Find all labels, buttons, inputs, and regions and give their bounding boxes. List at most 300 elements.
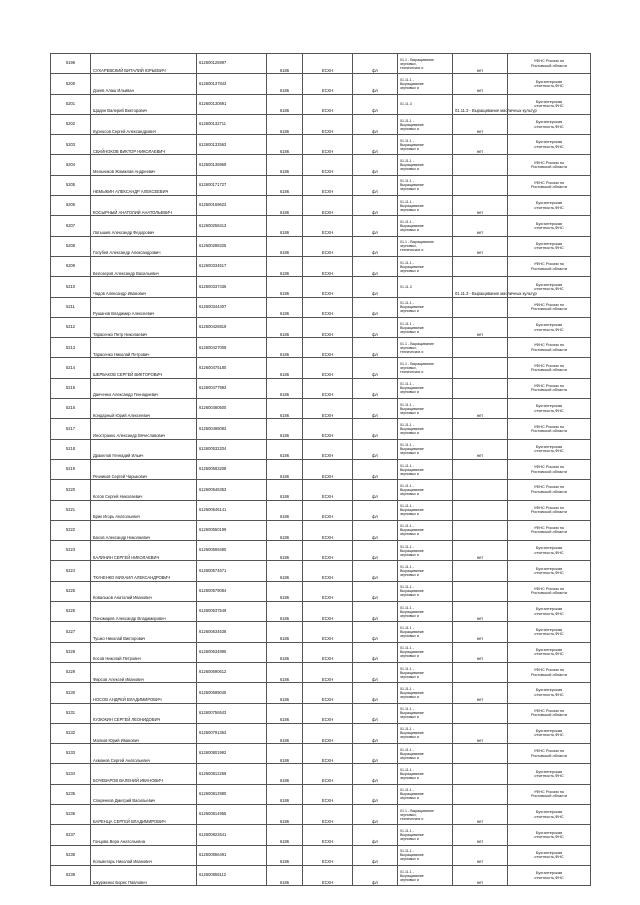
activity-code: 01.11.1 - Выращивание зерновых и [398, 581, 453, 601]
activity-code: 01.11.1 - Выращивание зерновых и [398, 175, 453, 195]
inn-number: 612600579084 [197, 581, 267, 601]
tax-office-code: 6186 [267, 784, 303, 804]
activity-code: 01.11.1 - Выращивание зерновых и [398, 317, 453, 337]
person-type: фл [353, 155, 398, 175]
person-name: НОСОВ АНДРЕЙ ВЛАДИМИРОВИЧ [91, 683, 197, 703]
person-name: ТКАЧЕНКО МИХАИЛ АЛЕКСАНДРОВИЧ [91, 561, 197, 581]
activity-code: 01.1 - Выращивание зерновых, технических и [398, 358, 453, 378]
inn-number: 612600288325 [197, 236, 267, 256]
activity-code: 01.11.3 [398, 277, 453, 297]
tax-office-code: 6186 [267, 74, 303, 94]
person-name: Гонцова Вера Анатольевна [91, 825, 197, 845]
row-number: 5209 [51, 256, 91, 276]
person-type: фл [353, 723, 398, 743]
person-name: Дракелов Геннадий Ильич [91, 439, 197, 459]
row-number: 5224 [51, 561, 91, 581]
activity-code: 01.11.1 - Выращивание зерновых и [398, 541, 453, 561]
person-name: Ахманов Сергей Анатольевич [91, 744, 197, 764]
tax-office-code: 6186 [267, 236, 303, 256]
person-name: СУХАРЕВСКИЙ ВИТАЛИЙ ЮРЬЕВИЧ [91, 54, 197, 74]
table-row [51, 277, 591, 297]
source-agency: УФНС России по Ростовской области [508, 297, 591, 317]
tax-regime: ЕСХН [303, 561, 353, 581]
status-cell: нет [453, 216, 508, 236]
tax-regime: ЕСХН [303, 54, 353, 74]
row-number: 5216 [51, 399, 91, 419]
source-agency: УФНС России по Ростовской области [508, 358, 591, 378]
person-name: Курносов Сергей Александрович [91, 114, 197, 134]
tax-office-code: 6186 [267, 378, 303, 398]
person-name: Чадов Александр Иванович [91, 277, 197, 297]
person-name: КОСЫРНЫЙ АНАТОЛИЙ АНАТОЛЬЕВИЧ [91, 196, 197, 216]
status-cell: нет [453, 399, 508, 419]
person-type: фл [353, 94, 398, 114]
table-row [51, 764, 591, 784]
source-agency: Бухгалтерская отчетность,ФНС [508, 236, 591, 256]
person-name: НЕМЫКИН АЛЕКСАНДР АЛЕКСЕЕВИЧ [91, 175, 197, 195]
tax-regime: ЕСХН [303, 378, 353, 398]
status-cell [453, 520, 508, 540]
person-name: Кольветарь Николай Иванович [91, 845, 197, 865]
tax-regime: ЕСХН [303, 216, 353, 236]
person-name: Тарасенко Николай Петрович [91, 338, 197, 358]
row-number: 5207 [51, 216, 91, 236]
table-row [51, 541, 591, 561]
tax-office-code: 6186 [267, 480, 303, 500]
inn-number: 612600427009 [197, 338, 267, 358]
row-number: 5196 [51, 54, 91, 74]
tax-office-code: 6186 [267, 94, 303, 114]
person-type: фл [353, 358, 398, 378]
person-name: Спиренков Дмитрий Васильевич [91, 784, 197, 804]
row-number: 5213 [51, 338, 91, 358]
inn-number: 612600637549 [197, 602, 267, 622]
person-name: Тушко Николай Викторович [91, 622, 197, 642]
tax-regime: ЕСХН [303, 94, 353, 114]
inn-number: 612600593208 [197, 459, 267, 479]
table-row [51, 439, 591, 459]
person-type: фл [353, 216, 398, 236]
source-agency: Бухгалтерская отчетность,ФНС [508, 317, 591, 337]
person-type: фл [353, 581, 398, 601]
activity-code: 01.11.1 - Выращивание зерновых и [398, 703, 453, 723]
tax-regime: ЕСХН [303, 196, 353, 216]
table-row [51, 581, 591, 601]
tax-office-code: 6186 [267, 662, 303, 682]
row-number: 5234 [51, 764, 91, 784]
tax-regime: ЕСХН [303, 662, 353, 682]
tax-regime: ЕСХН [303, 541, 353, 561]
person-name: СВАЙНОКОВ ВИКТОР НИКОЛАЕВИЧ [91, 135, 197, 155]
table-row [51, 845, 591, 865]
table-row [51, 561, 591, 581]
table-row [51, 196, 591, 216]
activity-code: 01.11.1 - Выращивание зерновых и [398, 439, 453, 459]
table-row [51, 825, 591, 845]
inn-number: 612600574571 [197, 561, 267, 581]
person-type: фл [353, 804, 398, 824]
inn-number: 612600532204 [197, 439, 267, 459]
tax-regime: ЕСХН [303, 175, 353, 195]
person-type: фл [353, 662, 398, 682]
status-cell [453, 480, 508, 500]
source-agency: Бухгалтерская отчетность,ФНС [508, 804, 591, 824]
status-cell: нет [453, 683, 508, 703]
row-number: 5231 [51, 703, 91, 723]
table-row [51, 94, 591, 114]
status-cell [453, 256, 508, 276]
tax-office-code: 6186 [267, 845, 303, 865]
tax-office-code: 6186 [267, 744, 303, 764]
source-agency: Бухгалтерская отчетность,ФНС [508, 683, 591, 703]
row-number: 5228 [51, 642, 91, 662]
status-cell [453, 459, 508, 479]
person-type: фл [353, 541, 398, 561]
row-number: 5225 [51, 581, 91, 601]
table-row [51, 723, 591, 743]
activity-code: 01.11.1 - Выращивание зерновых и [398, 216, 453, 236]
person-name: ШЕРБАКОВ СЕРГЕЙ ВИКТОРОВИЧ [91, 358, 197, 378]
tax-regime: ЕСХН [303, 114, 353, 134]
row-number: 5203 [51, 135, 91, 155]
table-row [51, 703, 591, 723]
person-name: Рушанов Владимир Алексеевич [91, 297, 197, 317]
source-agency: Бухгалтерская отчетность,ФНС [508, 541, 591, 561]
status-cell: нет [453, 622, 508, 642]
tax-office-code: 6186 [267, 642, 303, 662]
activity-code: 01.11.1 - Выращивание зерновых и [398, 622, 453, 642]
source-agency: Бухгалтерская отчетность,ФНС [508, 845, 591, 865]
activity-code: 01.11.1 - Выращивание зерновых и [398, 825, 453, 845]
table-row [51, 865, 591, 885]
row-number: 5238 [51, 845, 91, 865]
tax-regime: ЕСХН [303, 825, 353, 845]
activity-code: 01.11.1 - Выращивание зерновых и [398, 784, 453, 804]
source-agency: УФНС России по Ростовской области [508, 54, 591, 74]
table-row [51, 338, 591, 358]
status-cell: нет [453, 845, 508, 865]
person-type: фл [353, 703, 398, 723]
source-agency: УФНС России по Ростовской области [508, 175, 591, 195]
person-name: Иностранко Александр Вячеславович [91, 419, 197, 439]
table-row [51, 358, 591, 378]
tax-office-code: 6186 [267, 602, 303, 622]
source-agency: УФНС России по Ростовской области [508, 338, 591, 358]
activity-code: 01.11.3 [398, 94, 453, 114]
person-name: Щадин Валерий Викторович [91, 94, 197, 114]
activity-code: 01.11.1 - Выращивание зерновых и [398, 683, 453, 703]
activity-code: 01.11.1 - Выращивание зерновых и [398, 602, 453, 622]
source-agency: Бухгалтерская отчетность,ФНС [508, 439, 591, 459]
tax-regime: ЕСХН [303, 622, 353, 642]
inn-number: 612600337436 [197, 277, 267, 297]
inn-number: 612600791363 [197, 723, 267, 743]
row-number: 5206 [51, 196, 91, 216]
person-name: Тарасенко Петр Николаевич [91, 317, 197, 337]
source-agency: Бухгалтерская отчетность,ФНС [508, 94, 591, 114]
status-cell [453, 561, 508, 581]
tax-office-code: 6186 [267, 804, 303, 824]
tax-office-code: 6186 [267, 358, 303, 378]
activity-code: 01.11.1 - Выращивание зерновых и [398, 378, 453, 398]
inn-number: 612600171727 [197, 175, 267, 195]
table-row [51, 744, 591, 764]
source-agency: Бухгалтерская отчетность,ФНС [508, 865, 591, 885]
person-type: фл [353, 74, 398, 94]
table-row [51, 520, 591, 540]
person-name: КУЗЮКИН СЕРГЕЙ ЛЕОНИДОВИЧ [91, 703, 197, 723]
person-type: фл [353, 683, 398, 703]
tax-regime: ЕСХН [303, 744, 353, 764]
person-type: фл [353, 500, 398, 520]
person-type: фл [353, 764, 398, 784]
row-number: 5221 [51, 500, 91, 520]
source-agency: Бухгалтерская отчетность,ФНС [508, 825, 591, 845]
row-number: 5214 [51, 358, 91, 378]
activity-code: 01.1 - Выращивание зерновых, технических и [398, 338, 453, 358]
tax-regime: ЕСХН [303, 683, 353, 703]
person-type: фл [353, 236, 398, 256]
person-name: Кондарный Юрий Алексеевич [91, 399, 197, 419]
source-agency: УФНС России по Ростовской области [508, 784, 591, 804]
table-row [51, 74, 591, 94]
tax-regime: ЕСХН [303, 459, 353, 479]
person-type: фл [353, 622, 398, 642]
status-cell [453, 764, 508, 784]
activity-code: 01.11.1 - Выращивание зерновых и [398, 845, 453, 865]
source-agency: УФНС России по Ростовской области [508, 520, 591, 540]
inn-number: 612600169623 [197, 196, 267, 216]
tax-office-code: 6186 [267, 277, 303, 297]
source-agency: УФНС России по Ростовской области [508, 744, 591, 764]
person-type: фл [353, 439, 398, 459]
person-name: Белозеров Александр Васильевич [91, 256, 197, 276]
tax-regime: ЕСХН [303, 338, 353, 358]
row-number: 5208 [51, 236, 91, 256]
table-row [51, 54, 591, 74]
table-row [51, 480, 591, 500]
tax-regime: ЕСХН [303, 317, 353, 337]
person-name: БОЧЕВАРОВ ВАЛЕНИЙ ИВАНОВИЧ [91, 764, 197, 784]
person-type: фл [353, 114, 398, 134]
activity-code: 01.11.1 - Выращивание зерновых и [398, 256, 453, 276]
tax-regime: ЕСХН [303, 602, 353, 622]
table-row [51, 378, 591, 398]
activity-code: 01.11.1 - Выращивание зерновых и [398, 480, 453, 500]
tax-regime: ЕСХН [303, 845, 353, 865]
activity-code: 01.11.1 - Выращивание зерновых и [398, 196, 453, 216]
inn-number: 612600477993 [197, 378, 267, 398]
tax-office-code: 6186 [267, 561, 303, 581]
source-agency: Бухгалтерская отчетность,ФНС [508, 602, 591, 622]
tax-office-code: 6186 [267, 297, 303, 317]
tax-office-code: 6186 [267, 683, 303, 703]
activity-code: 01.1 - Выращивание зерновых, технических и [398, 54, 453, 74]
inn-number: 612600569480 [197, 541, 267, 561]
status-cell: нет [453, 865, 508, 885]
row-number: 5205 [51, 175, 91, 195]
inn-number: 612600136969 [197, 155, 267, 175]
status-cell: 01.11.3 - Выращивание масличных культур [453, 94, 508, 114]
tax-office-code: 6186 [267, 256, 303, 276]
person-type: фл [353, 277, 398, 297]
status-cell: нет [453, 642, 508, 662]
person-type: фл [353, 419, 398, 439]
tax-office-code: 6186 [267, 155, 303, 175]
person-name: Фирсов Алексей Иванович [91, 662, 197, 682]
person-type: фл [353, 175, 398, 195]
tax-office-code: 6186 [267, 196, 303, 216]
tax-office-code: 6186 [267, 439, 303, 459]
status-cell [453, 419, 508, 439]
source-agency: Бухгалтерская отчетность,ФНС [508, 561, 591, 581]
tax-regime: ЕСХН [303, 480, 353, 500]
status-cell [453, 703, 508, 723]
tax-regime: ЕСХН [303, 723, 353, 743]
inn-number: 612600132563 [197, 135, 267, 155]
tax-office-code: 6186 [267, 622, 303, 642]
person-name: Латышев Александр Федорович [91, 216, 197, 236]
table-row [51, 419, 591, 439]
person-name: БАРЕНЦА СЕРГЕЙ ВЛАДИМИРОВИЧ [91, 804, 197, 824]
activity-code: 01.1 - Выращивание зерновых, технических и [398, 804, 453, 824]
tax-office-code: 6186 [267, 541, 303, 561]
table-row [51, 256, 591, 276]
row-number: 5202 [51, 114, 91, 134]
person-type: фл [353, 602, 398, 622]
person-name: Голубев Александр Александрович [91, 236, 197, 256]
inn-number: 612600812980 [197, 784, 267, 804]
source-agency: УФНС России по Ростовской области [508, 155, 591, 175]
table-row [51, 500, 591, 520]
status-cell [453, 297, 508, 317]
tax-regime: ЕСХН [303, 804, 353, 824]
source-agency: Бухгалтерская отчетность,ФНС [508, 114, 591, 134]
status-cell [453, 784, 508, 804]
table-row [51, 622, 591, 642]
table-row [51, 135, 591, 155]
tax-office-code: 6186 [267, 216, 303, 236]
tax-office-code: 6186 [267, 500, 303, 520]
row-number: 5217 [51, 419, 91, 439]
row-number: 5230 [51, 683, 91, 703]
tax-regime: ЕСХН [303, 256, 353, 276]
status-cell: нет [453, 114, 508, 134]
tax-office-code: 6186 [267, 520, 303, 540]
inn-number: 612600137843 [197, 74, 267, 94]
activity-code: 01.1 - Выращивание зерновых, технических и [398, 236, 453, 256]
table-row [51, 236, 591, 256]
tax-regime: ЕСХН [303, 500, 353, 520]
row-number: 5218 [51, 439, 91, 459]
inn-number: 612600546353 [197, 480, 267, 500]
status-cell: нет [453, 54, 508, 74]
source-agency: Бухгалтерская отчетность,ФНС [508, 622, 591, 642]
inn-number: 612600634538 [197, 622, 267, 642]
tax-office-code: 6186 [267, 459, 303, 479]
row-number: 5235 [51, 784, 91, 804]
row-number: 5222 [51, 520, 91, 540]
source-agency: УФНС России по Ростовской области [508, 662, 591, 682]
person-type: фл [353, 54, 398, 74]
person-name: Малков Юрий Иванович [91, 723, 197, 743]
person-type: фл [353, 196, 398, 216]
person-type: фл [353, 256, 398, 276]
tax-regime: ЕСХН [303, 581, 353, 601]
table-row [51, 114, 591, 134]
tax-office-code: 6186 [267, 114, 303, 134]
table-row [51, 784, 591, 804]
activity-code: 01.11.1 - Выращивание зерновых и [398, 459, 453, 479]
table-row [51, 317, 591, 337]
person-name: Котов Сергей Николаевич [91, 480, 197, 500]
inn-number: 612600344407 [197, 297, 267, 317]
person-type: фл [353, 642, 398, 662]
status-cell [453, 378, 508, 398]
table-row [51, 216, 591, 236]
activity-code: 01.11.1 - Выращивание зерновых и [398, 297, 453, 317]
table-row [51, 602, 591, 622]
inn-number: 612600822641 [197, 825, 267, 845]
tax-office-code: 6186 [267, 175, 303, 195]
tax-regime: ЕСХН [303, 642, 353, 662]
person-type: фл [353, 865, 398, 885]
activity-code: 01.11.1 - Выращивание зерновых и [398, 744, 453, 764]
status-cell [453, 662, 508, 682]
table-row [51, 155, 591, 175]
tax-regime: ЕСХН [303, 703, 353, 723]
tax-office-code: 6186 [267, 865, 303, 885]
inn-number: 612600125997 [197, 54, 267, 74]
activity-code: 01.11.1 - Выращивание зерновых и [398, 399, 453, 419]
person-name: Пономарев Александр Владимирович [91, 602, 197, 622]
row-number: 5210 [51, 277, 91, 297]
status-cell: нет [453, 135, 508, 155]
source-agency: УФНС России по Ростовской области [508, 419, 591, 439]
tax-office-code: 6186 [267, 338, 303, 358]
source-agency: Бухгалтерская отчетность,ФНС [508, 399, 591, 419]
inn-number: 612600130891 [197, 94, 267, 114]
tax-regime: ЕСХН [303, 358, 353, 378]
activity-code: 01.11.1 - Выращивание зерновых и [398, 723, 453, 743]
table-body [51, 54, 591, 886]
activity-code: 01.11.1 - Выращивание зерновых и [398, 500, 453, 520]
inn-number: 612600475180 [197, 358, 267, 378]
tax-regime: ЕСХН [303, 520, 353, 540]
inn-number: 612600690612 [197, 662, 267, 682]
tax-regime: ЕСХН [303, 155, 353, 175]
row-number: 5226 [51, 602, 91, 622]
tax-office-code: 6186 [267, 54, 303, 74]
inn-number: 612600814955 [197, 804, 267, 824]
status-cell: нет [453, 236, 508, 256]
person-type: фл [353, 378, 398, 398]
tax-office-code: 6186 [267, 419, 303, 439]
tax-regime: ЕСХН [303, 236, 353, 256]
person-type: фл [353, 784, 398, 804]
person-name: Басов Александр Николаевич [91, 520, 197, 540]
row-number: 5204 [51, 155, 91, 175]
source-agency: Бухгалтерская отчетность,ФНС [508, 74, 591, 94]
source-agency: УФНС России по Ростовской области [508, 459, 591, 479]
inn-number: 612600426819 [197, 317, 267, 337]
activity-code: 01.11.1 - Выращивание зерновых и [398, 74, 453, 94]
row-number: 5236 [51, 804, 91, 824]
status-cell: нет [453, 541, 508, 561]
source-agency: Бухгалтерская отчетность,ФНС [508, 642, 591, 662]
tax-office-code: 6186 [267, 581, 303, 601]
row-number: 5201 [51, 94, 91, 114]
